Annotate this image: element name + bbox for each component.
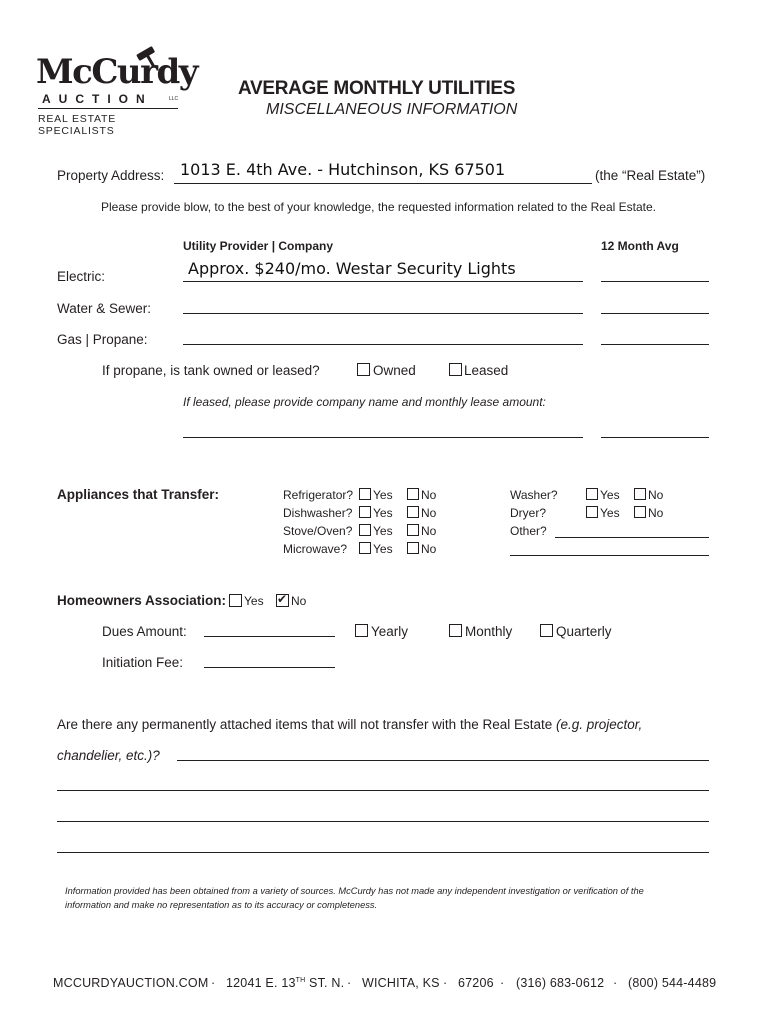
hoa-no-checkbox[interactable] [276, 594, 289, 607]
disclaimer-line-1: Information provided has been obtained from a variety of sources. McCurdy has not made any independent investigation or verification of the [65, 886, 644, 896]
washer-yes-checkbox[interactable] [586, 488, 598, 500]
logo-llc: LLC [169, 96, 179, 102]
other-label: Other? [510, 524, 547, 538]
attached-question-example: (e.g. projector, [556, 717, 643, 732]
other-appliance-input[interactable] [555, 537, 709, 538]
property-address-value: 1013 E. 4th Ave. - Hutchinson, KS 67501 [180, 160, 506, 179]
footer-sep-5: · [613, 976, 618, 990]
footer-phone-1[interactable]: (316) 683-0612 [516, 976, 605, 990]
logo-tagline: REAL ESTATE SPECIALISTS [38, 113, 117, 137]
dishwasher-yes-checkbox[interactable] [359, 506, 371, 518]
hoa-yes-checkbox[interactable] [229, 594, 242, 607]
dryer-no-label: No [648, 506, 664, 520]
footer-sep-2: · [347, 976, 352, 990]
attached-question-cont: chandelier, etc.)? [57, 748, 160, 763]
property-address-input[interactable] [174, 183, 592, 184]
owned-checkbox[interactable] [357, 363, 370, 376]
initiation-fee-input[interactable] [204, 667, 335, 668]
dryer-yes-checkbox[interactable] [586, 506, 598, 518]
footer-address-pre: 12041 E. 13 [226, 976, 296, 990]
gas-provider-input[interactable] [183, 344, 583, 345]
real-estate-note: (the “Real Estate”) [595, 168, 706, 183]
electric-provider-value: Approx. $240/mo. Westar Security Lights [188, 259, 516, 278]
gas-label: Gas | Propane: [57, 332, 148, 347]
attached-items-input-4[interactable] [57, 852, 709, 853]
attached-items-input-1[interactable] [177, 760, 709, 761]
microwave-no-checkbox[interactable] [407, 542, 419, 554]
col-header-provider: Utility Provider | Company [183, 239, 334, 253]
footer-sep-1: · [211, 976, 216, 990]
attached-question [57, 717, 642, 732]
footer-website[interactable]: MCCURDYAUCTION.COM [53, 976, 209, 990]
hoa-yes-label: Yes [244, 594, 264, 608]
footer-sep-3: · [443, 976, 448, 990]
microwave-label: Microwave? [283, 542, 348, 556]
disclaimer-line-2: information and make no representation as to its accuracy or completeness. [65, 900, 378, 910]
microwave-yes-checkbox[interactable] [359, 542, 371, 554]
stove-no-checkbox[interactable] [407, 524, 419, 536]
stove-yes-label: Yes [373, 524, 393, 538]
dryer-yes-label: Yes [600, 506, 620, 520]
quarterly-label: Quarterly [556, 624, 612, 639]
appliances-label: Appliances that Transfer: [57, 487, 220, 502]
checkmark-icon: ✔ [277, 592, 288, 606]
col-header-avg: 12 Month Avg [601, 239, 679, 253]
footer-address-post: ST. N. [305, 976, 345, 990]
washer-label: Washer? [510, 488, 558, 502]
washer-no-checkbox[interactable] [634, 488, 646, 500]
footer-sep-4: · [500, 976, 505, 990]
footer-zip: 67206 [458, 976, 494, 990]
refrigerator-no-checkbox[interactable] [407, 488, 419, 500]
electric-label: Electric: [57, 269, 106, 284]
washer-yes-label: Yes [600, 488, 620, 502]
logo-name: McCurdy [36, 52, 198, 92]
attached-items-input-3[interactable] [57, 821, 709, 822]
dryer-label: Dryer? [510, 506, 547, 520]
quarterly-checkbox[interactable] [540, 624, 553, 637]
stove-yes-checkbox[interactable] [359, 524, 371, 536]
refrigerator-yes-checkbox[interactable] [359, 488, 371, 500]
attached-question-main: Are there any permanently attached items that will not transfer with the Real Estate [57, 717, 556, 732]
page-subtitle: MISCELLANEOUS INFORMATION [266, 101, 518, 118]
water-label: Water & Sewer: [57, 301, 152, 316]
dues-label: Dues Amount: [102, 624, 187, 639]
leased-note: If leased, please provide company name and monthly lease amount: [183, 395, 546, 409]
leased-checkbox[interactable] [449, 363, 462, 376]
monthly-checkbox[interactable] [449, 624, 462, 637]
microwave-yes-label: Yes [373, 542, 393, 556]
electric-avg-input[interactable] [601, 281, 709, 282]
dues-amount-input[interactable] [204, 636, 335, 637]
yearly-checkbox[interactable] [355, 624, 368, 637]
logo-divider [38, 108, 178, 109]
logo-auction: AUCTION [42, 92, 153, 106]
attached-items-input-2[interactable] [57, 790, 709, 791]
hoa-label: Homeowners Association: [57, 593, 227, 608]
yearly-label: Yearly [371, 624, 409, 639]
refrigerator-label: Refrigerator? [283, 488, 354, 502]
stove-label: Stove/Oven? [283, 524, 353, 538]
gas-avg-input[interactable] [601, 344, 709, 345]
initiation-label: Initiation Fee: [102, 655, 184, 670]
footer-address-sup: TH [295, 976, 306, 984]
lease-amount-input[interactable] [601, 437, 709, 438]
footer-phone-2[interactable]: (800) 544-4489 [628, 976, 717, 990]
leased-label: Leased [464, 363, 509, 378]
stove-no-label: No [421, 524, 437, 538]
water-provider-input[interactable] [183, 313, 583, 314]
dishwasher-no-label: No [421, 506, 437, 520]
owned-label: Owned [373, 363, 416, 378]
washer-no-label: No [648, 488, 664, 502]
refrigerator-yes-label: Yes [373, 488, 393, 502]
dryer-no-checkbox[interactable] [634, 506, 646, 518]
electric-provider-input[interactable] [183, 281, 583, 282]
dishwasher-yes-label: Yes [373, 506, 393, 520]
dishwasher-label: Dishwasher? [283, 506, 353, 520]
footer-address [226, 976, 344, 990]
water-avg-input[interactable] [601, 313, 709, 314]
other-appliance-input-2[interactable] [510, 555, 709, 556]
page-title: AVERAGE MONTHLY UTILITIES [238, 78, 516, 99]
refrigerator-no-label: No [421, 488, 437, 502]
microwave-no-label: No [421, 542, 437, 556]
monthly-label: Monthly [465, 624, 513, 639]
hoa-no-label: No [291, 594, 307, 608]
propane-question: If propane, is tank owned or leased? [102, 363, 320, 378]
logo [36, 44, 198, 137]
property-address-label: Property Address: [57, 168, 165, 183]
instructions: Please provide blow, to the best of your knowledge, the requested information related to the Real Estate. [101, 200, 657, 214]
footer-city: WICHITA, KS [362, 976, 440, 990]
lease-company-input[interactable] [183, 437, 583, 438]
dishwasher-no-checkbox[interactable] [407, 506, 419, 518]
